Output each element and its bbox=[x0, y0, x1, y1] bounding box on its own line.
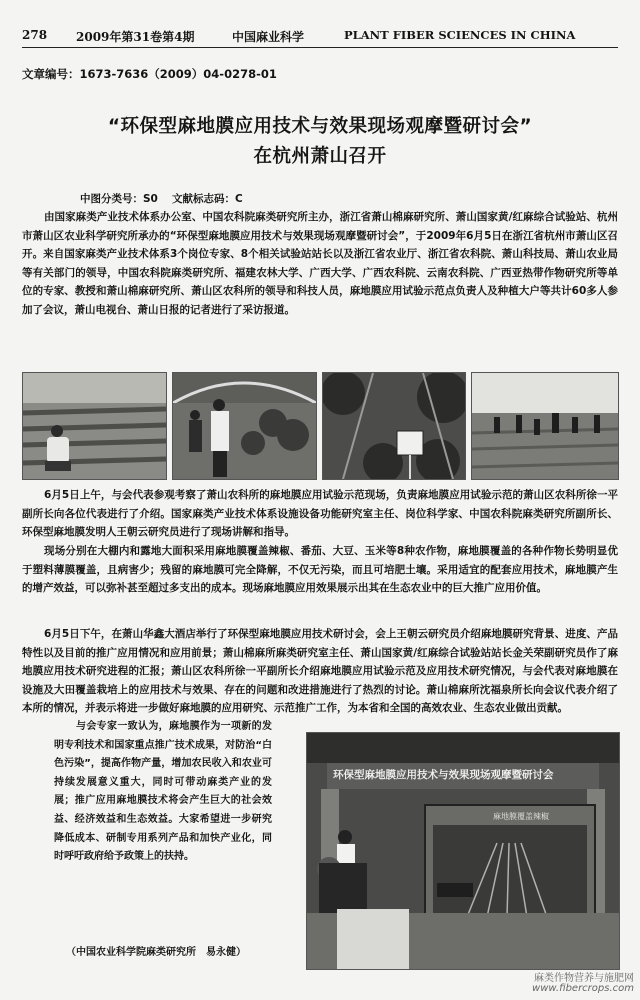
paragraph-afternoon-seminar: 6月5日下午，在萧山华鑫大酒店举行了环保型麻地膜应用技术研讨会，会上王朝云研究员介绍麻地膜研究背景、进度、产品特性以及目前的推广应用情况和应用前景；萧山棉麻所麻类研究室主任、萧山国家黄/红麻综合试验站站长金关荣副研究员作了麻地膜应用技术研究进程的汇报；萧山区农科所徐一平副所长介绍麻地膜应用试验示范及应用技术研究情况，与会代表对麻地膜在设施及大田覆盖栽培上的应用技术与效果、存在的问题和改进措施进行了热烈的讨论。萧山棉麻所沈福泉所长向会议代表介绍了本所的情况，并表示将进一步做好麻地膜的应用研究、示范推广工作，为本省和全国的高效农业、生态农业做出贡献。 bbox=[22, 628, 618, 715]
watermark-url: www.fibercrops.com bbox=[532, 983, 634, 994]
paragraph-intro: 由国家麻类产业技术体系办公室、中国农科院麻类研究所主办，浙江省萧山棉麻研究所、萧山国家黄/红麻综合试验站、杭州市萧山区农业科学研究所承办的“环保型麻地膜应用技术与效果现场观摩暨研讨会”，于2009年6月5日在浙江省杭州市萧山区召开。来自国家麻类产业技术体系3个岗位专家、8个相关试验站站长以及浙江省农业厅、浙江省农科院、萧山科技局、萧山农业局等有关部门的领导，中国农科院麻类研究所、福建农林大学、广西大学、广西农科院、云南农科院、广西亚热带作物研究所等单位的专家、教授和萧山棉麻研究所、萧山区农科所的领导和科技人员，麻地膜应用试验示范点负责人及种植大户等共计60多人参加了会议，萧山电视台、萧山日报的记者进行了采访报道。 bbox=[22, 211, 618, 316]
photo-demonstration-sign bbox=[322, 372, 466, 480]
clc-number: 中图分类号：S0 bbox=[80, 193, 158, 205]
screen-slide-title: 麻地膜覆盖辣椒 bbox=[493, 812, 549, 821]
stage-banner: 环保型麻地膜应用技术与效果现场观摩暨研讨会 bbox=[333, 769, 554, 781]
journal-name-cn: 中国麻业科学 bbox=[232, 30, 305, 44]
article-title-line1: “环保型麻地膜应用技术与效果现场观摩暨研讨会” bbox=[107, 116, 533, 137]
journal-issue: 2009年第31卷第4期 bbox=[76, 30, 195, 44]
article-number: 文章编号：1673-7636（2009）04-0278-01 bbox=[22, 67, 277, 81]
photo-greenhouse-visitors bbox=[172, 372, 317, 480]
running-header bbox=[22, 24, 618, 46]
document-code: 文献标志码：C bbox=[172, 193, 243, 205]
paragraph-expert-consensus: 与会专家一致认为，麻地膜作为一项新的发明专利技术和国家重点推广技术成果，对防治“白色污染”，提高作物产量，增加农民收入和农业可持续发展意义重大，同时可带动麻类产业的发展；推广应用麻地膜技术将会产生巨大的社会效益、经济效益和生态效益。大家希望进一步研究降低成本、研制专用系列产品和加快产业化，同时呼吁政府给予政策上的扶持。 bbox=[54, 721, 272, 863]
author-signature: （中国农业科学院麻类研究所 易永健） bbox=[66, 947, 246, 958]
photo-delegates-in-field bbox=[471, 372, 619, 480]
article-title-line2: 在杭州萧山召开 bbox=[253, 146, 387, 167]
paragraph-morning-visit: 6月5日上午，与会代表参观考察了萧山农科所的麻地膜应用试验示范现场，负责麻地膜应用试验示范的萧山区农科所徐一平副所长向各位代表进行了介绍。国家麻类产业技术体系设施设备功能研究室主任、岗位科学家、中国农科院麻类研究所副所长、环保型麻地膜发明人王朝云研究员进行了现场讲解和指导。 bbox=[22, 489, 618, 539]
photo-seminar-stage bbox=[306, 732, 620, 970]
journal-name-en: PLANT FIBER SCIENCES IN CHINA bbox=[344, 28, 576, 42]
paragraph-field-results: 现场分别在大棚内和露地大面积采用麻地膜覆盖辣椒、番茄、大豆、玉米等8种农作物，麻地膜覆盖的各种作物长势明显优于塑料薄膜覆盖，且病害少；残留的麻地膜可完全降解，不仅无污染，而且可培肥土壤。采用适宜的配套应用技术，麻地膜产生的增产效益，可以弥补甚至超过多支出的成本。现场麻地膜应用效果展示出其在生态农业中的巨大推广应用价值。 bbox=[22, 545, 618, 595]
photo-field-inspection bbox=[22, 372, 167, 480]
watermark-site-name: 麻类作物营养与施肥网 bbox=[534, 973, 634, 984]
header-rule bbox=[22, 47, 618, 48]
page-number: 278 bbox=[22, 28, 48, 42]
